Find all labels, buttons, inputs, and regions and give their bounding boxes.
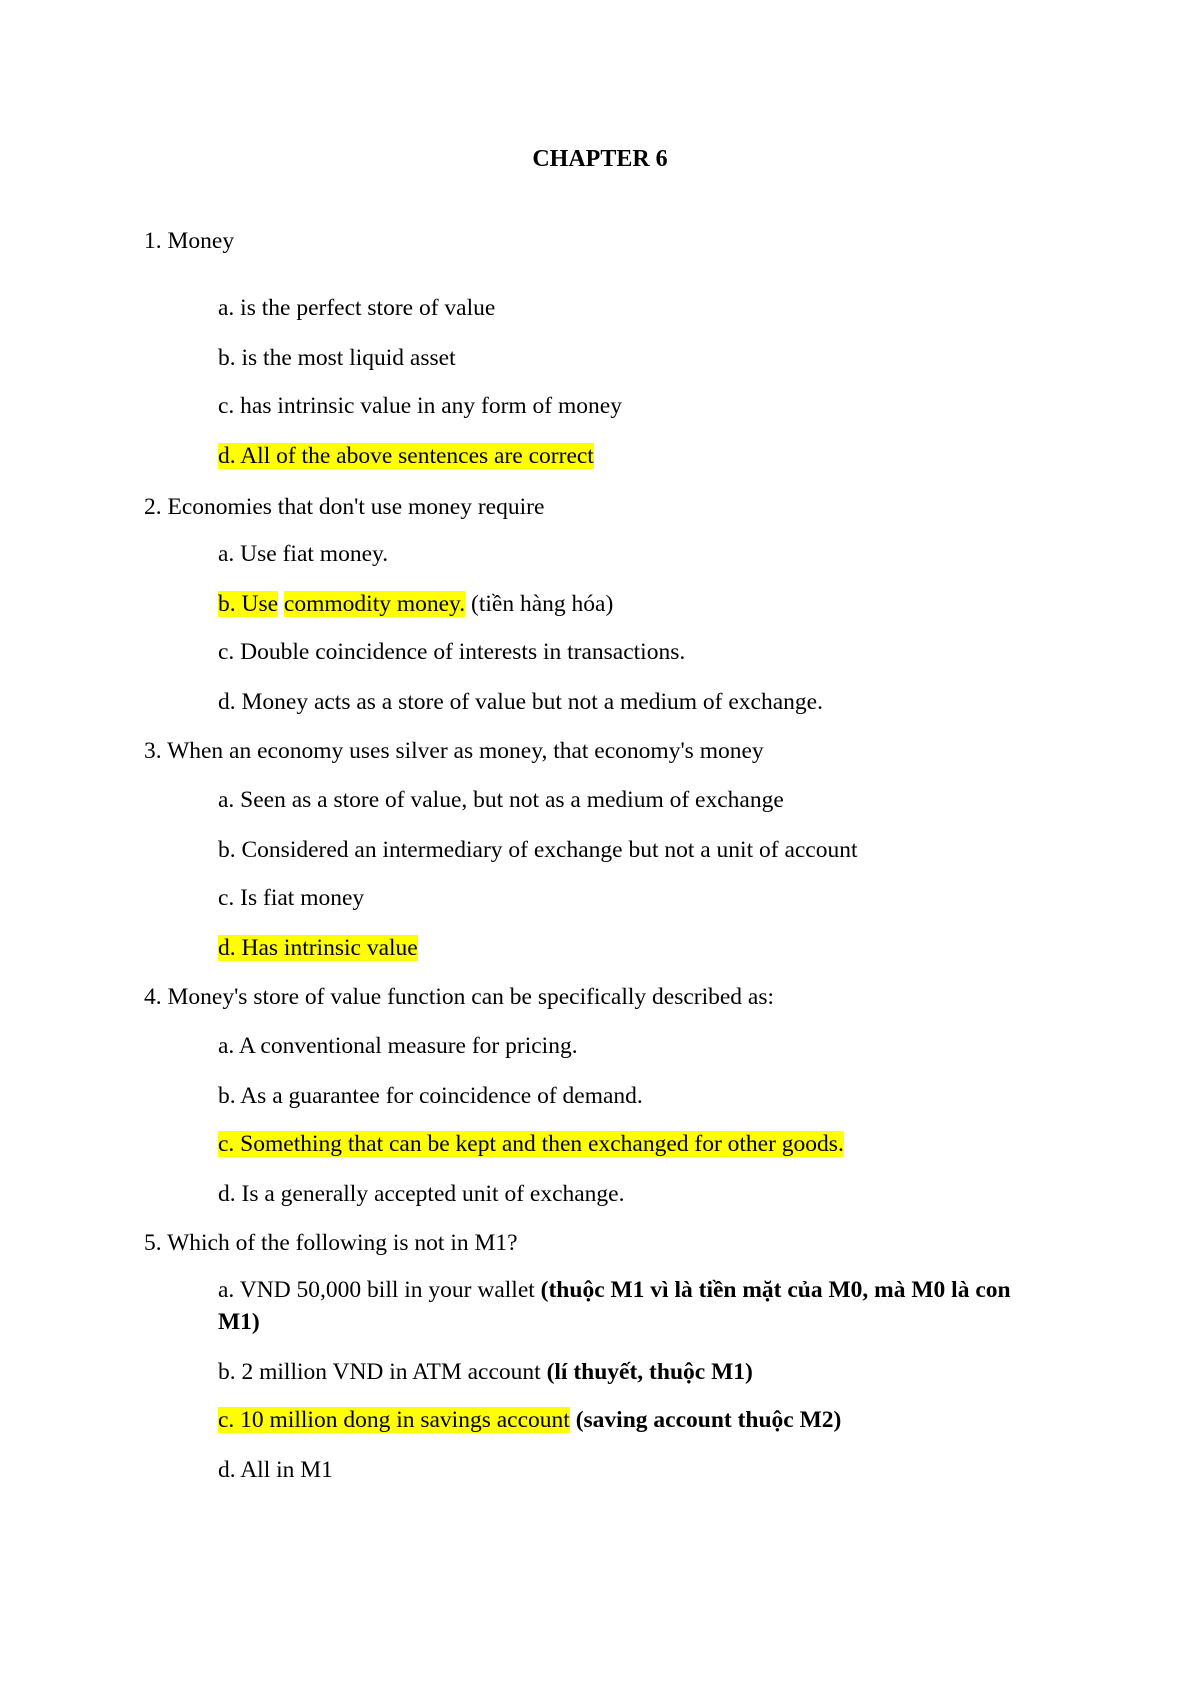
q1-option-b: b. is the most liquid asset <box>218 345 456 371</box>
q3-option-c: c. Is fiat money <box>218 885 365 911</box>
q5-option-a <box>218 1274 1048 1338</box>
q4-option-d: d. Is a generally accepted unit of exchange. <box>218 1181 625 1207</box>
q2-option-c: c. Double coincidence of interests in transactions. <box>218 639 686 665</box>
q5-answer-highlight: c. 10 million dong in savings account <box>218 1407 570 1433</box>
q2-option-b-note: (tiền hàng hóa) <box>471 591 614 617</box>
q5-option-b-note: (lí thuyết, thuộc M1) <box>546 1359 753 1385</box>
q2-option-a: a. Use fiat money. <box>218 541 389 567</box>
q4-option-b: b. As a guarantee for coincidence of demand. <box>218 1083 643 1109</box>
q5-option-a-note: (thuộc M1 vì là tiền mặt của M0, mà M0 là con M1) <box>218 1277 1011 1335</box>
q4-option-c <box>218 1128 1048 1160</box>
question-5: 5. Which of the following is not in M1? <box>144 1230 518 1256</box>
q1-answer-highlight: d. All of the above sentences are correct <box>218 443 594 469</box>
q3-answer-highlight: d. Has intrinsic value <box>218 935 418 961</box>
q2-option-d: d. Money acts as a store of value but not a medium of exchange. <box>218 689 823 715</box>
q2-option-b <box>218 588 1048 620</box>
q1-option-a: a. is the perfect store of value <box>218 295 496 321</box>
question-1: 1. Money <box>144 228 235 254</box>
q4-option-a: a. A conventional measure for pricing. <box>218 1033 578 1059</box>
q2-answer-highlight-2: commodity money. <box>283 591 466 617</box>
question-4: 4. Money's store of value function can be specifically described as: <box>144 984 775 1010</box>
q3-option-b: b. Considered an intermediary of exchange but not a unit of account <box>218 837 858 863</box>
chapter-title: CHAPTER 6 <box>532 146 668 172</box>
q4-answer-highlight: c. Something that can be kept and then exchanged for other goods. <box>218 1131 844 1157</box>
q3-option-d <box>218 932 1048 964</box>
q5-option-b <box>218 1356 1048 1388</box>
q5-option-d: d. All in M1 <box>218 1457 333 1483</box>
q5-option-c <box>218 1404 1048 1436</box>
q5-option-b-text: b. 2 million VND in ATM account <box>218 1359 541 1385</box>
q1-option-d <box>218 440 1048 472</box>
q1-option-c: c. has intrinsic value in any form of money <box>218 393 622 419</box>
q2-answer-highlight-1: b. Use <box>218 591 279 617</box>
question-3: 3. When an economy uses silver as money, that economy's money <box>144 738 764 764</box>
q5-option-a-text: a. VND 50,000 bill in your wallet <box>218 1277 535 1303</box>
question-2: 2. Economies that don't use money require <box>144 494 545 520</box>
q5-option-c-note: (saving account thuộc M2) <box>575 1407 842 1433</box>
q3-option-a: a. Seen as a store of value, but not as a medium of exchange <box>218 787 784 813</box>
